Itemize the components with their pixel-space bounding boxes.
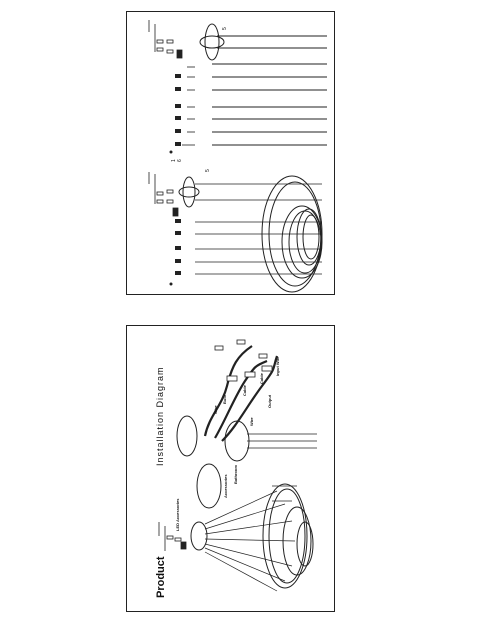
hardware-upper: [149, 20, 195, 145]
suspension-lines-upper: [212, 36, 327, 145]
product-cables: [205, 491, 295, 591]
installation-title: Installation Diagram: [155, 366, 165, 466]
accessories-circle: [197, 464, 221, 508]
callout-6: 6: [177, 159, 183, 162]
install-canopy-bottom: [225, 421, 249, 461]
label-input-wire: Input Wire: [275, 356, 280, 376]
label-cable-2: Cable: [259, 373, 264, 384]
canopy-face-lower: [183, 177, 195, 207]
label-wire-2: Wire: [249, 417, 254, 426]
connectors-upper: [170, 74, 182, 154]
label-wire-1: Wire: [213, 405, 218, 414]
label-cable-1: Cable: [242, 385, 247, 396]
product-canopy: [191, 522, 207, 550]
callout-1: 1: [171, 159, 177, 162]
product-title: Product: [155, 556, 167, 598]
product-ring-large: [263, 484, 307, 588]
top-drawing-panel: [126, 11, 335, 295]
ring-small: [297, 209, 321, 265]
ring-medium: [282, 206, 322, 278]
wire-paths: [205, 346, 277, 441]
product-ring-large-inner: [269, 489, 305, 583]
label-bulb: Bulb: [222, 395, 227, 404]
label-bathroom: Bathroom: [233, 465, 238, 484]
canopy-disc-upper: [200, 36, 224, 48]
label-output: Output: [267, 394, 272, 408]
label-led-accessories: LED Accessories: [175, 498, 180, 531]
label-accessories: Accessories: [223, 474, 228, 498]
connectors-lower: [170, 219, 182, 286]
hardware-lower: [149, 172, 178, 216]
callout-5: 5: [222, 27, 228, 30]
canopy-disc-lower: [179, 187, 199, 197]
product-hardware: [159, 522, 186, 551]
callout-5b: 5: [205, 169, 211, 172]
exploded-fixture-drawing: [127, 12, 336, 296]
bottom-drawing-panel: [126, 325, 335, 612]
install-canopy-top: [177, 416, 197, 456]
canopy-face-upper: [205, 24, 219, 60]
